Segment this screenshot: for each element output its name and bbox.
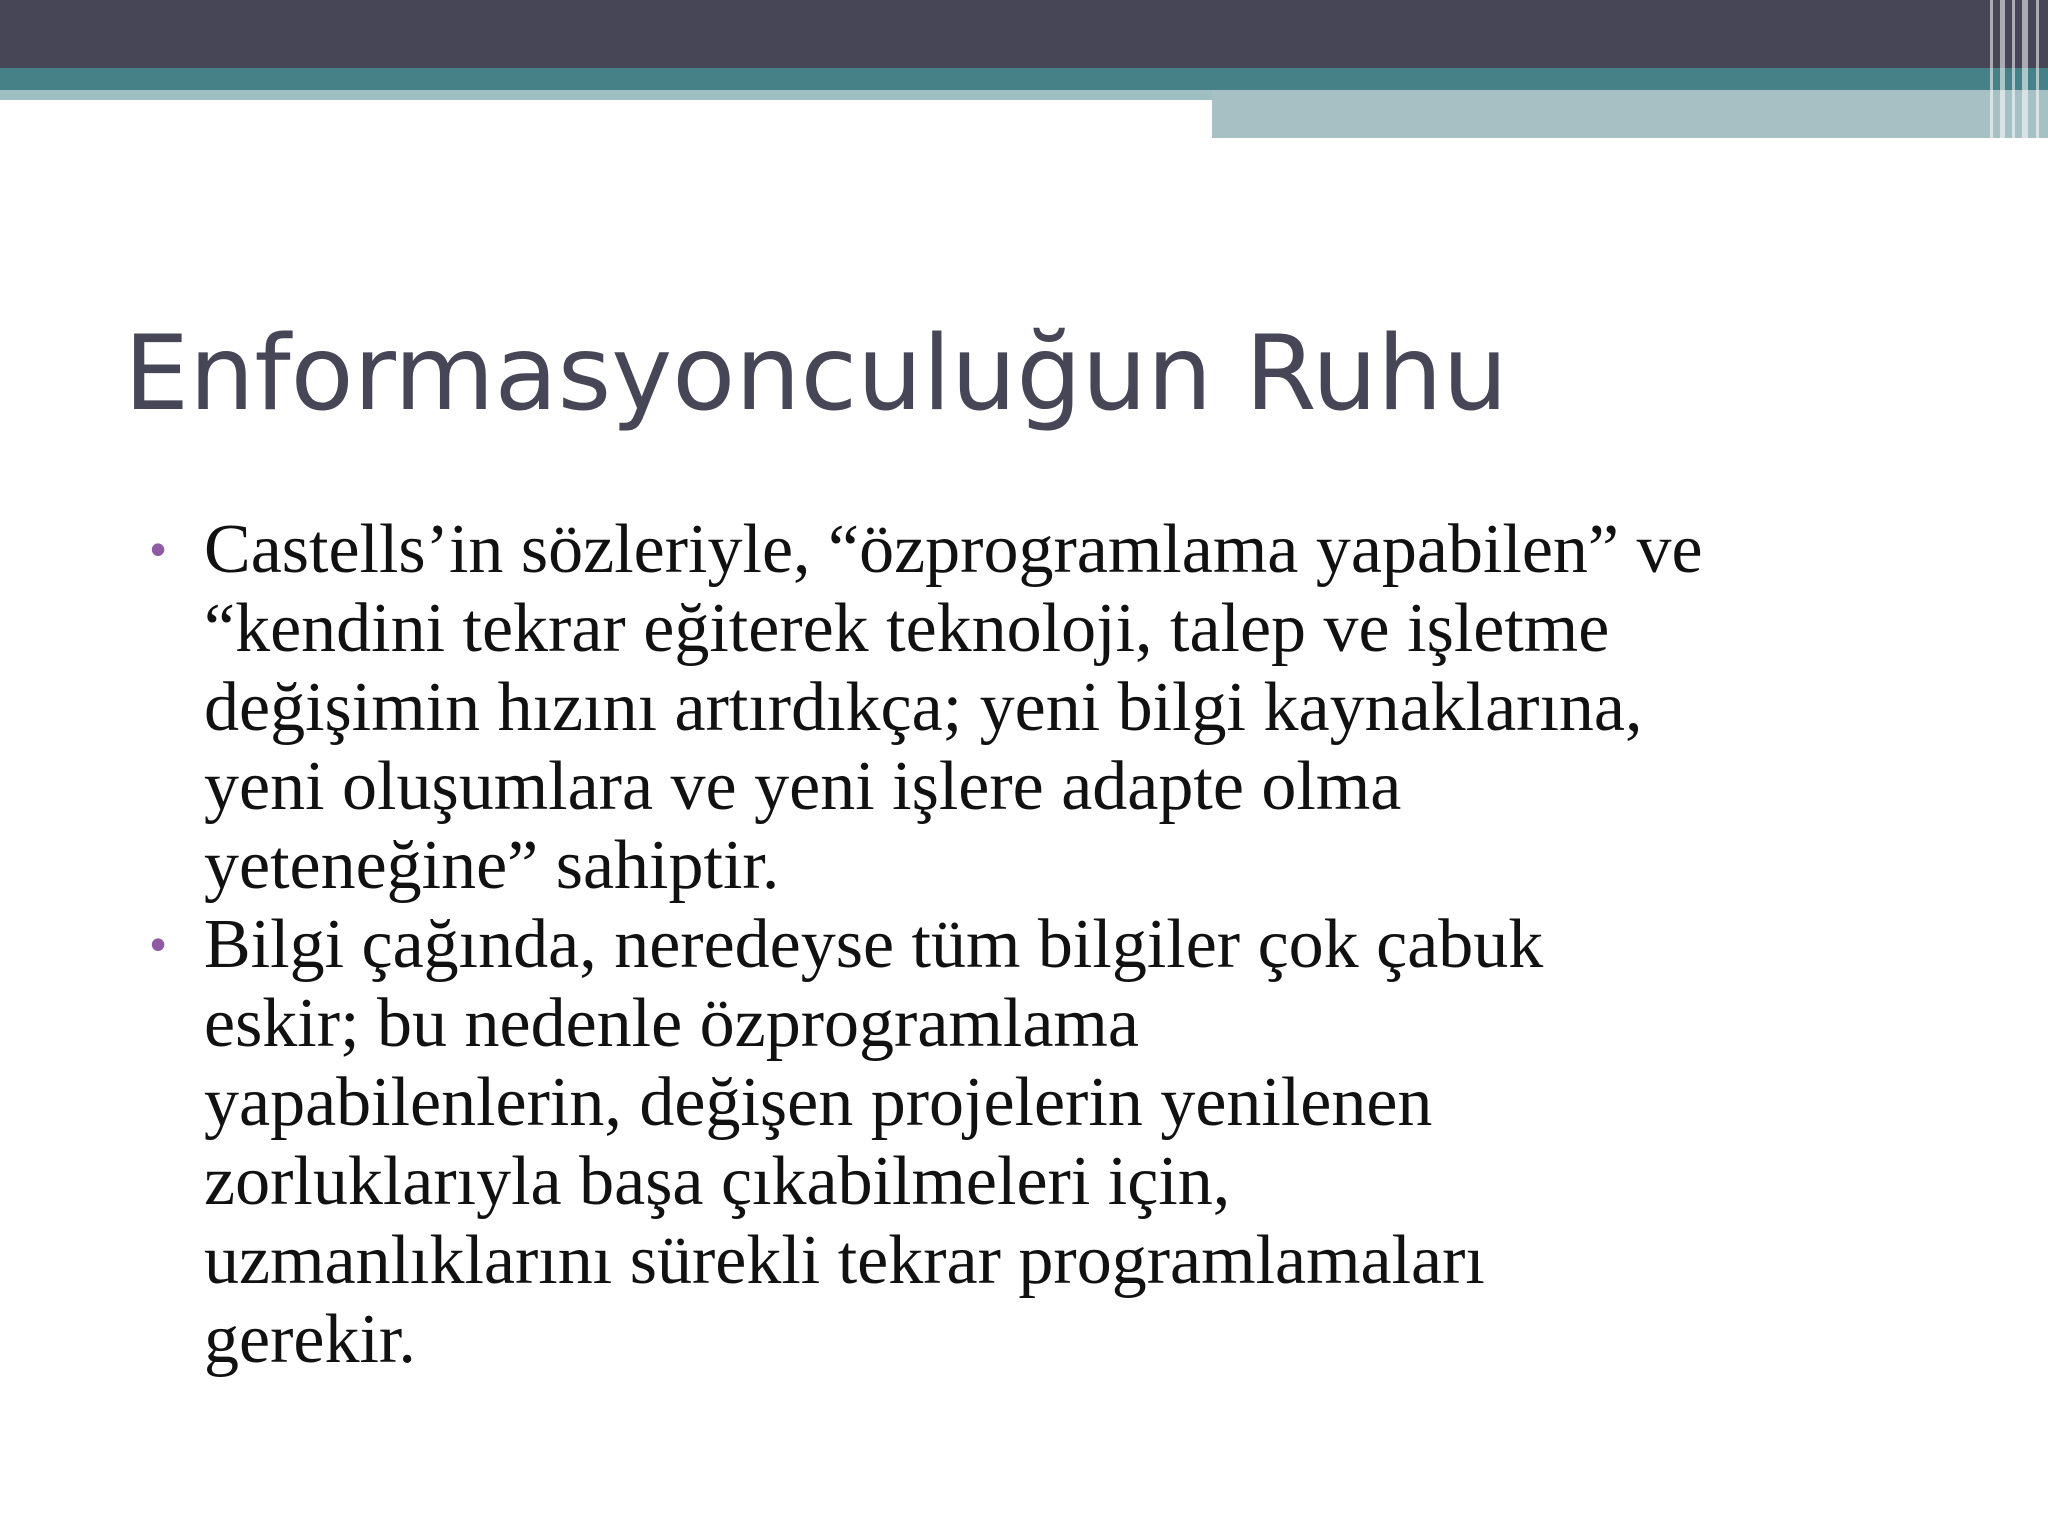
bullet-text-line: eskir; bu nedenle özprogramlama <box>204 985 1139 1062</box>
bullet-list <box>150 510 1930 1379</box>
bullet-text-line: zorluklarıyla başa çıkabilmeleri için, <box>204 1143 1231 1220</box>
bullet-item <box>150 510 1930 905</box>
bullet-dot-icon: • <box>150 918 167 970</box>
bullet-item <box>150 905 1930 1379</box>
bullet-text-line: yapabilenlerin, değişen projelerin yenilenen <box>204 1064 1433 1141</box>
bullet-text-line: uzmanlıklarını sürekli tekrar programlamaları <box>204 1222 1485 1299</box>
header-band-light-right <box>1212 90 2048 138</box>
bullet-text-line: gerekir. <box>204 1301 416 1378</box>
bullet-text-line: değişimin hızını artırdıkça; yeni bilgi kaynaklarına, <box>204 669 1643 746</box>
header-band-light-left <box>0 90 1212 100</box>
slide-title: Enformasyonculuğun Ruhu <box>124 314 1508 434</box>
bullet-text-line: Bilgi çağında, neredeyse tüm bilgiler çok çabuk <box>204 906 1544 983</box>
header-band-teal <box>0 68 2048 90</box>
bullet-text-line: Castells’in sözleriyle, “özprogramlama yapabilen” ve <box>204 511 1703 588</box>
bullet-dot-icon: • <box>150 523 167 575</box>
bullet-text-line: yeteneğine” sahiptir. <box>204 827 780 904</box>
header-band-dark <box>0 0 2048 68</box>
bullet-text-line: “kendini tekrar eğiterek teknoloji, talep ve işletme <box>204 590 1610 667</box>
header-edge-stripes <box>1984 0 2048 138</box>
bullet-text-line: yeni oluşumlara ve yeni işlere adapte olma <box>204 748 1402 825</box>
